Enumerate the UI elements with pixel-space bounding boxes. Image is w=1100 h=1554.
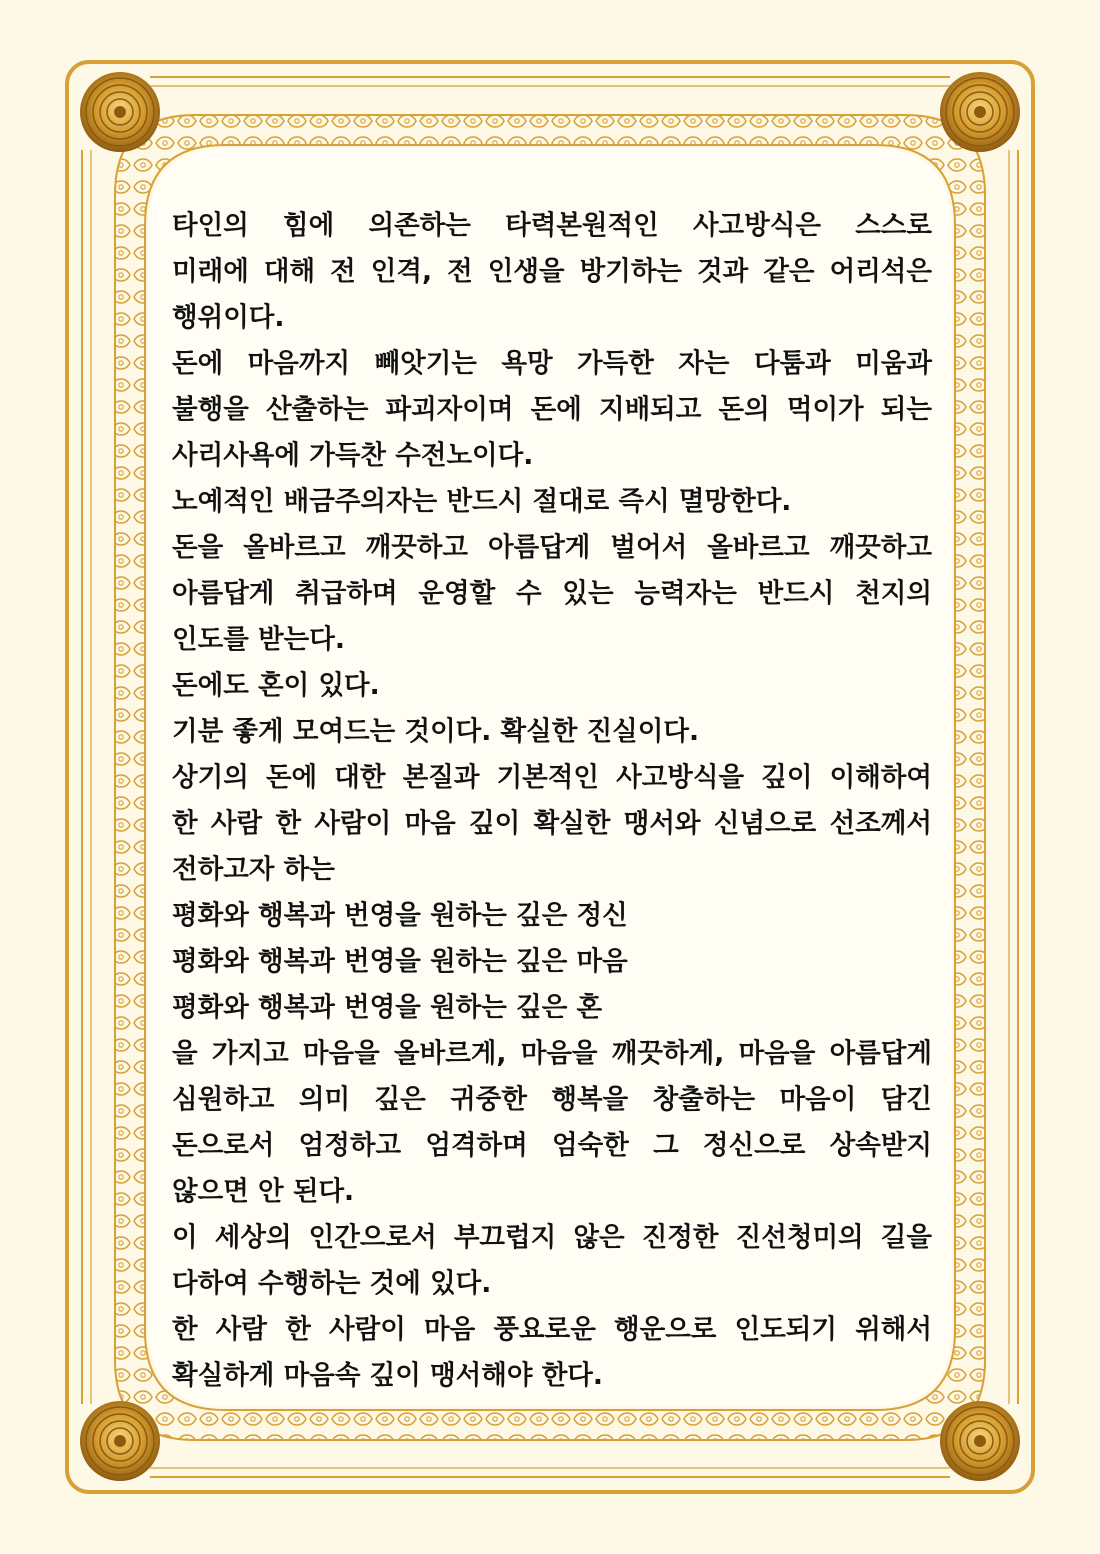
text-line: 한 사람 한 사람이 마음 풍요로운 행운으로 인도되기 위해서 (172, 1314, 932, 1345)
corner-disc-top-left (80, 72, 160, 152)
text-line: 돈을 올바르고 깨끗하고 아름답게 벌어서 올바르고 깨끗하고 (172, 532, 932, 563)
text-line: 평화와 행복과 번영을 원하는 깊은 정신 (172, 900, 628, 931)
corner-disc-bottom-left (80, 1401, 160, 1481)
text-line: 미래에 대해 전 인격, 전 인생을 방기하는 것과 같은 어리석은 (172, 256, 932, 287)
text-line: 아름답게 취급하며 운영할 수 있는 능력자는 반드시 천지의 (172, 578, 932, 609)
text-line: 심원하고 의미 깊은 귀중한 행복을 창출하는 마음이 담긴 (172, 1084, 932, 1115)
text-line: 인도를 받는다. (172, 624, 345, 655)
text-line: 이 세상의 인간으로서 부끄럽지 않은 진정한 진선청미의 길을 (172, 1222, 932, 1253)
text-line: 평화와 행복과 번영을 원하는 깊은 마음 (172, 946, 628, 977)
text-line: 불행을 산출하는 파괴자이며 돈에 지배되고 돈의 먹이가 되는 (172, 394, 932, 425)
text-line: 행위이다. (172, 302, 285, 333)
corner-disc-top-right (940, 72, 1020, 152)
text-line: 돈에도 혼이 있다. (172, 670, 380, 701)
text-line: 을 가지고 마음을 올바르게, 마음을 깨끗하게, 마음을 아름답게 (172, 1038, 932, 1069)
document-body (172, 203, 932, 1399)
text-line: 않으면 안 된다. (172, 1176, 355, 1207)
corner-disc-bottom-right (940, 1401, 1020, 1481)
text-line: 전하고자 하는 (172, 854, 335, 885)
text-line: 평화와 행복과 번영을 원하는 깊은 혼 (172, 992, 603, 1023)
text-line: 한 사람 한 사람이 마음 깊이 확실한 맹서와 신념으로 선조께서 (172, 808, 932, 839)
text-line: 노예적인 배금주의자는 반드시 절대로 즉시 멸망한다. (172, 486, 792, 517)
text-line: 상기의 돈에 대한 본질과 기본적인 사고방식을 깊이 이해하여 (172, 762, 932, 793)
text-line: 기분 좋게 모여드는 것이다. 확실한 진실이다. (172, 716, 700, 747)
text-line: 돈에 마음까지 빼앗기는 욕망 가득한 자는 다툼과 미움과 (172, 348, 932, 379)
text-line: 돈으로서 엄정하고 엄격하며 엄숙한 그 정신으로 상속받지 (172, 1130, 932, 1161)
text-line: 사리사욕에 가득찬 수전노이다. (172, 440, 534, 471)
text-line: 확실하게 마음속 깊이 맹서해야 한다. (172, 1360, 603, 1391)
text-line: 타인의 힘에 의존하는 타력본원적인 사고방식은 스스로 (172, 210, 932, 241)
text-line: 다하여 수행하는 것에 있다. (172, 1268, 492, 1299)
